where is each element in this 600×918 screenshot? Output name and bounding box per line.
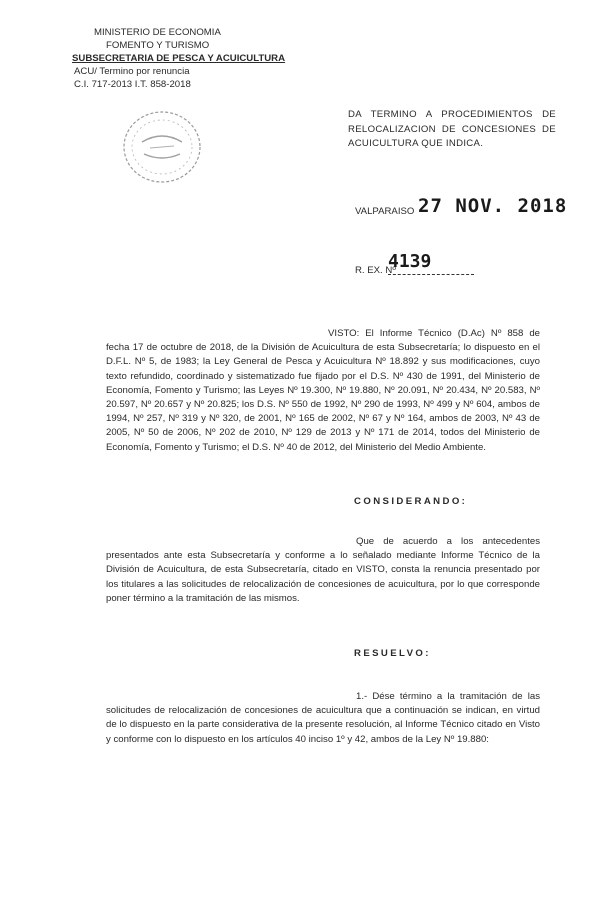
visto-text: El Informe Técnico (D.Ac) Nº 858 de fecha 17 de octubre de 2018, de la División de Acuicultura de esta Subsecretaría; lo dispuesto en el D.F.L. Nº 5, de 1983; la Ley General de Pesca y Acuicultura Nº 18.892 y sus modificaciones, cuyo texto refundido, coordinado y sistematizado fue fijado por el D.S. Nº 430 de 1991, del Ministerio de Economía, Fomento y Turismo; las Leyes Nº 19.300, Nº 19.880, Nº 20.091, Nº 20.434, Nº 20.583, Nº 20.597, Nº 20.657 y Nº 20.825; los D.S. Nº 550 de 1992, Nº 290 de 1993, Nº 499 y Nº 604, ambos de 1994, Nº 257, Nº 319 y Nº 320, de 2001, Nº 165 de 2002, Nº 67 y Nº 164, ambos de 2003, Nº 43 de 2005, Nº 50 de 2006, Nº 202 de 2010, Nº 129 de 2013 y Nº 171 de 2014, todos del Ministerio de Economía, Fomento y Turismo; el D.S. Nº 40 de 2012, del Ministerio del Medio Ambiente.	[106, 328, 540, 453]
header-subsecretaria: SUBSECRETARIA DE PESCA Y ACUICULTURA	[72, 53, 286, 64]
official-stamp-icon	[120, 108, 204, 186]
header-reference-line1: ACU/ Termino por renuncia	[74, 66, 190, 77]
resolution-date-stamp: 27 NOV. 2018	[418, 195, 568, 217]
resuelvo-paragraph	[106, 690, 540, 747]
rex-number: 4139	[388, 251, 432, 272]
resuelvo-heading: RESUELVO:	[354, 648, 431, 659]
resuelvo-lead: 1.-	[356, 691, 368, 702]
header-fomento: FOMENTO Y TURISMO	[106, 40, 210, 51]
visto-paragraph	[106, 327, 540, 455]
rex-underline	[388, 274, 474, 275]
resuelvo-text: Dése término a la tramitación de las solicitudes de relocalización de concesiones de acuicultura que a continuación se indican, en virtud de lo dispuesto en la parte considerativa de la presente resolución, al Informe Técnico citado en Visto y conforme con lo dispuesto en los artículos 40 inciso 1º y 42, ambos de la Ley Nº 19.880:	[106, 691, 540, 745]
header-ministry: MINISTERIO DE ECONOMIA	[94, 27, 221, 38]
place-label: VALPARAISO	[355, 206, 415, 217]
considerando-heading: CONSIDERANDO:	[354, 496, 468, 507]
rex-label: R. EX. Nº	[355, 265, 396, 276]
visto-lead: VISTO:	[328, 328, 360, 339]
considerando-paragraph	[106, 535, 540, 606]
considerando-text: Que de acuerdo a los antecedentes presentados ante esta Subsecretaría y conforme a lo señalado mediante Informe Técnico de la División de Acuicultura, de esta Subsecretaría, citado en VISTO, consta la renuncia presentado por los titulares a las solicitudes de relocalización de concesiones de acuicultura, por lo que corresponde poner término a la tramitación de las mismos.	[106, 536, 540, 604]
resolution-subject: DA TERMINO A PROCEDIMIENTOS DE RELOCALIZACION DE CONCESIONES DE ACUICULTURA QUE INDICA.	[348, 109, 556, 149]
header-reference-line2: C.I. 717-2013 I.T. 858-2018	[74, 79, 191, 90]
